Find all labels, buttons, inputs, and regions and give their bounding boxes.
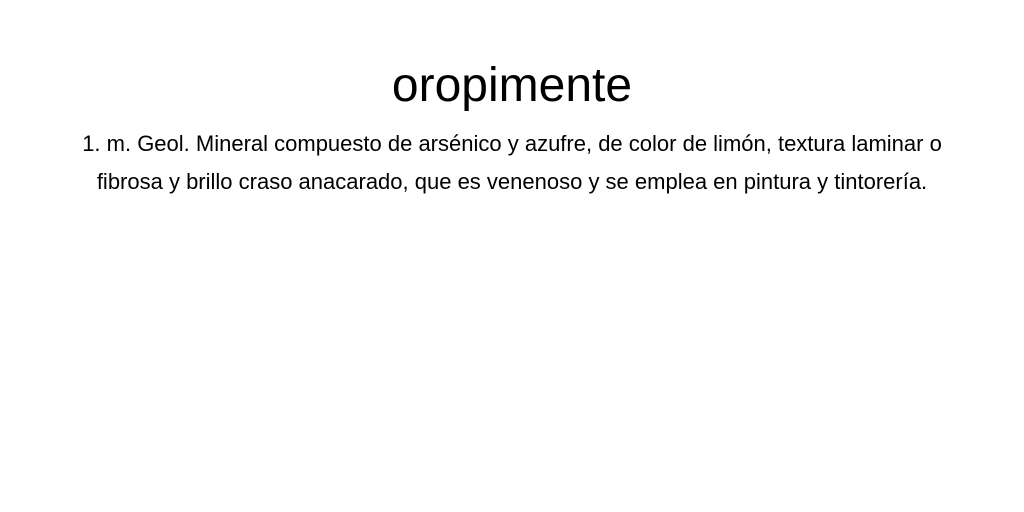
entry-word: oropimente <box>391 59 633 112</box>
entry-definition: 1. m. Geol. Mineral compuesto de arsénico y azufre, de color de limón, textura laminar o fibrosa y brillo craso anacarado, que es venenoso y se emplea en pintura y tintorería. <box>82 131 942 194</box>
